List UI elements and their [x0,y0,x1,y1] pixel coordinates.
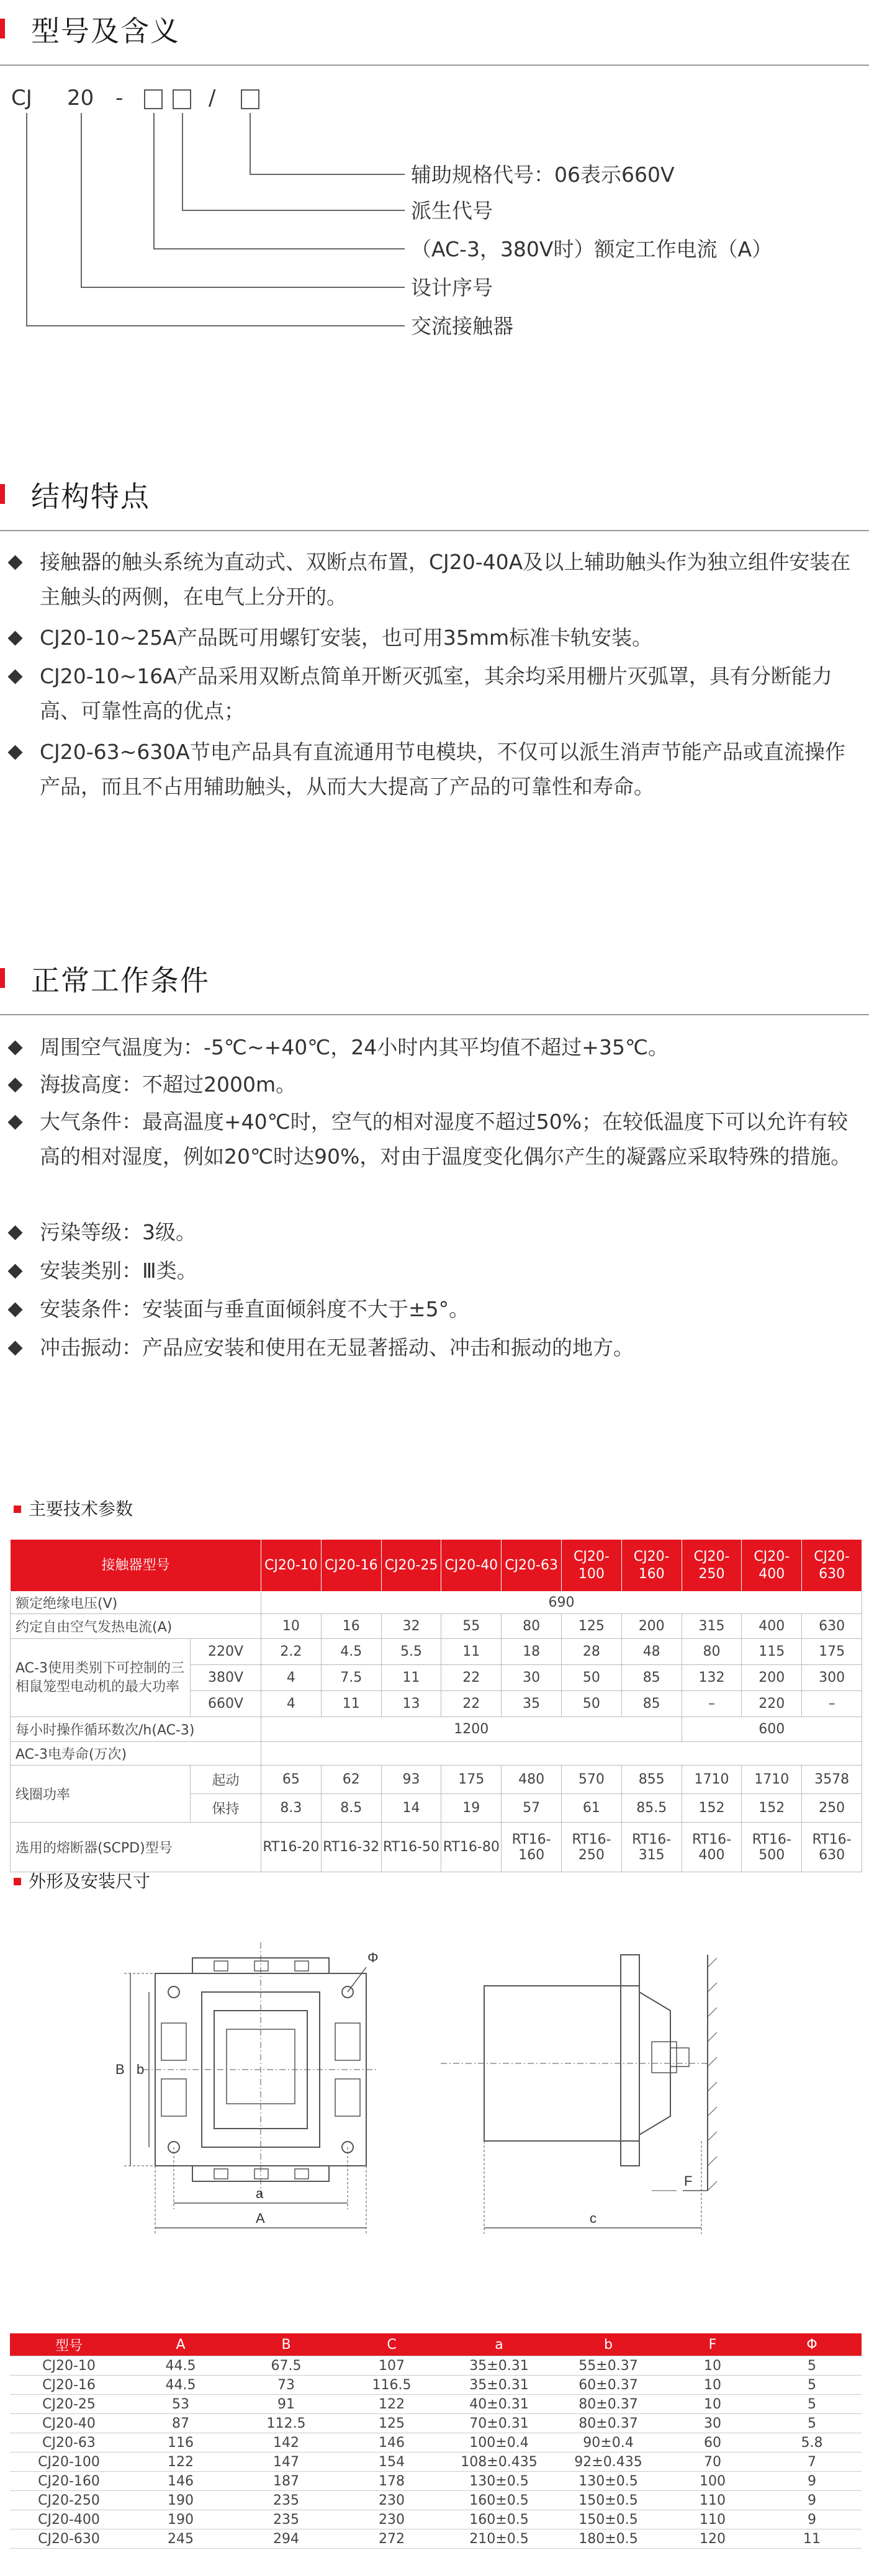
code-dash: - [115,86,124,110]
cell-value: 200 [621,1614,682,1639]
table-row [10,2414,862,2433]
table-row [10,2472,862,2491]
dimension-drawing [93,1930,776,2302]
table-cell: 80±0.37 [554,2414,663,2433]
section-conditions-header [0,963,869,1031]
header-model-cell: CJ20-100 [562,1540,622,1592]
table-cell: 9 [762,2491,862,2510]
table-cell: 10 [663,2376,762,2395]
table-cell: 235 [233,2510,339,2529]
cell-value: 300 [802,1665,862,1691]
cell-value: 16 [321,1614,381,1639]
structure-item: CJ20-10~16A产品采用双断点简单开断灭弧室，其余均采用栅片灭弧罩，具有分断能力高、可靠性高的优点； [10,659,860,729]
section-divider [0,65,869,66]
cell-value: 14 [381,1794,441,1823]
section-model-header [0,14,869,82]
table-cell: CJ20-40 [10,2414,128,2433]
cell-value: 1710 [682,1766,742,1794]
dim-header-cell: b [554,2333,663,2356]
table-cell: 120 [663,2529,762,2549]
cell-value: 61 [562,1794,622,1823]
tech-params-heading: 主要技术参数 [14,1497,133,1522]
cell-value: 600 [682,1717,862,1742]
row-label: 约定自由空气发热电流(A) [11,1614,261,1639]
diamond-bullet-icon [7,1263,22,1278]
table-cell: 92±0.435 [554,2453,663,2472]
table-cell: 230 [339,2491,444,2510]
table-cell: 154 [339,2453,444,2472]
cell-value: 1710 [742,1766,802,1794]
cell-value: 50 [562,1691,622,1717]
cell-value: 22 [441,1665,502,1691]
table-cell: 87 [128,2414,233,2433]
table-cell: 146 [339,2433,444,2453]
table-cell: 187 [233,2472,339,2491]
cell-value: 35 [502,1691,562,1717]
table-cell: 5 [762,2356,862,2376]
dim-label-phi: Φ [367,1950,379,1965]
dimensions-table [10,2333,862,2549]
table-row [10,2529,862,2549]
header-model-cell: CJ20-160 [621,1540,682,1592]
table-cell: 67.5 [233,2356,339,2376]
cell-value: 80 [502,1614,562,1639]
table-cell: 142 [233,2433,339,2453]
tech-params-table [10,1539,862,1872]
cell-value: 1200 [261,1717,682,1742]
dims-heading: 外形及安装尺寸 [14,1869,150,1894]
dim-header-cell: B [233,2333,339,2356]
row-label: 额定绝缘电压(V) [11,1592,261,1614]
table-cell: 130±0.5 [554,2472,663,2491]
cell-value: 8.3 [261,1794,322,1823]
table-row [10,2453,862,2472]
header-model-cell: CJ20-25 [381,1540,441,1592]
cell-value: 57 [502,1794,562,1823]
voltage-label: 380V [191,1665,261,1691]
diamond-bullet-icon [7,1302,22,1317]
dim-label-a: a [256,2186,264,2201]
table-cell: 10 [663,2395,762,2414]
cell-value: – [682,1691,742,1717]
condition-item: 安装条件：安装面与垂直面倾斜度不大于±5°。 [10,1292,860,1327]
table-cell: 116 [128,2433,233,2453]
cell-value: 48 [621,1639,682,1665]
cell-value: 11 [381,1665,441,1691]
header-model-cell: CJ20-63 [502,1540,562,1592]
code-label-derived: 派生代号 [411,199,493,223]
diamond-bullet-icon [7,1077,22,1092]
heading-marker [14,1878,21,1885]
table-cell: 100 [663,2472,762,2491]
cell-value: 4 [261,1691,322,1717]
table-cell: 53 [128,2395,233,2414]
table-cell: 146 [128,2472,233,2491]
table-cell: 178 [339,2472,444,2491]
row-label: 选用的熔断器(SCPD)型号 [11,1823,261,1872]
structure-item: CJ20-63~630A节电产品具有直流通用节电模块，不仅可以派生消声节能产品或直流操作产品，而且不占用辅助触头，从而大大提高了产品的可靠性和寿命。 [10,735,860,804]
section-marker [0,484,5,504]
cell-value: 855 [621,1766,682,1794]
cell-value: 2.2 [261,1639,322,1665]
table-cell: 125 [339,2414,444,2433]
table-cell: CJ20-400 [10,2510,128,2529]
cell-value: 11 [321,1691,381,1717]
table-cell: 112.5 [233,2414,339,2433]
code-box-derived [173,89,191,109]
table-cell: 60 [663,2433,762,2453]
section-title: 型号及含义 [31,14,180,48]
cell-value: 18 [502,1639,562,1665]
table-cell: 44.5 [128,2356,233,2376]
cell-value: 152 [742,1794,802,1823]
dim-header-cell: 型号 [10,2333,128,2356]
table-cell: 230 [339,2510,444,2529]
cell-value: 200 [742,1665,802,1691]
table-cell: 147 [233,2453,339,2472]
structure-item: 接触器的触头系统为直动式、双断点布置，CJ20-40A及以上辅助触头作为独立组件安装在主触头的两侧，在电气上分开的。 [10,545,860,614]
cell-value: 10 [261,1614,322,1639]
dim-header-cell: A [128,2333,233,2356]
table-cell: CJ20-250 [10,2491,128,2510]
dim-header-cell: Φ [762,2333,862,2356]
heading-marker [14,1506,21,1513]
cell-value: 80 [682,1639,742,1665]
cell-value: 30 [502,1665,562,1691]
cell-value [261,1742,862,1766]
cell-value: 8.5 [321,1794,381,1823]
table-row [10,2395,862,2414]
row-label: AC-3电寿命(万次) [11,1742,261,1766]
table-cell: 35±0.31 [444,2376,554,2395]
table-cell: 235 [233,2491,339,2510]
table-cell: 150±0.5 [554,2491,663,2510]
diamond-bullet-icon [7,631,22,645]
table-cell: 190 [128,2491,233,2510]
dim-label-F: F [684,2173,693,2189]
table-cell: 210±0.5 [444,2529,554,2549]
table-cell: CJ20-160 [10,2472,128,2491]
section-title: 正常工作条件 [31,964,210,997]
cell-value: 13 [381,1691,441,1717]
dim-table-body [10,2356,862,2549]
header-model-cell: CJ20-16 [321,1540,381,1592]
code-prefix: CJ [11,86,32,110]
code-box-aux [241,89,259,109]
header-model-label: 接触器型号 [11,1540,261,1592]
table-cell: 100±0.4 [444,2433,554,2453]
cell-value: 315 [682,1614,742,1639]
table-cell: 108±0.435 [444,2453,554,2472]
section-title: 结构特点 [31,480,150,513]
table-cell: 70 [663,2453,762,2472]
cell-value: 3578 [802,1766,862,1794]
diamond-bullet-icon [7,1225,22,1240]
table-row [10,2491,862,2510]
table-cell: 160±0.5 [444,2510,554,2529]
table-cell: 122 [128,2453,233,2472]
cell-value: RT16-630 [802,1823,862,1872]
cell-value: 85 [621,1691,682,1717]
cell-value: 7.5 [321,1665,381,1691]
table-cell: 44.5 [128,2376,233,2395]
code-slash: / [209,86,216,110]
table-cell: 7 [762,2453,862,2472]
cell-value: 152 [682,1794,742,1823]
cell-value: 85.5 [621,1794,682,1823]
row-label: 线圈功率 [11,1766,191,1823]
cell-value: RT16-160 [502,1823,562,1872]
cell-value: 32 [381,1614,441,1639]
section-divider [0,530,869,531]
cell-value: 630 [802,1614,862,1639]
table-cell: 107 [339,2356,444,2376]
table-cell: CJ20-63 [10,2433,128,2453]
condition-item: 安装类别：Ⅲ类。 [10,1254,860,1288]
cell-value: 175 [802,1639,862,1665]
dim-header-cell: a [444,2333,554,2356]
cell-value: 690 [261,1592,862,1614]
cell-value: RT16-50 [381,1823,441,1872]
table-cell: 11 [762,2529,862,2549]
condition-item: 污染等级：3级。 [10,1215,860,1250]
cell-value: 4.5 [321,1639,381,1665]
dim-label-b: b [137,2062,145,2077]
header-model-cell: CJ20-630 [802,1540,862,1592]
cell-value: 5.5 [381,1639,441,1665]
table-cell: 55±0.37 [554,2356,663,2376]
cell-value: 175 [441,1766,502,1794]
code-label-current: （AC-3，380V时）额定工作电流（A） [411,237,773,261]
section-marker [0,19,5,38]
header-model-cell: CJ20-250 [682,1540,742,1592]
cell-value: 93 [381,1766,441,1794]
table-cell: 40±0.31 [444,2395,554,2414]
dim-header-cell: C [339,2333,444,2356]
table-cell: 116.5 [339,2376,444,2395]
table-cell: CJ20-630 [10,2529,128,2549]
table-cell: 190 [128,2510,233,2529]
coil-mode-label: 保持 [191,1794,261,1823]
cell-value: 28 [562,1639,622,1665]
code-label-aux: 辅助规格代号：06表示660V [411,163,675,187]
table-cell: 9 [762,2510,862,2529]
dim-header-cell: F [663,2333,762,2356]
diamond-bullet-icon [7,1040,22,1055]
cell-value: RT16-32 [321,1823,381,1872]
table-cell: 5 [762,2376,862,2395]
dim-label-B: B [115,2062,125,2077]
cell-value: 115 [742,1639,802,1665]
table-cell: 110 [663,2510,762,2529]
cell-value: 4 [261,1665,322,1691]
table-cell: 150±0.5 [554,2510,663,2529]
table-row [10,2356,862,2376]
cell-value: RT16-500 [742,1823,802,1872]
cell-value: RT16-250 [562,1823,622,1872]
table-cell: 70±0.31 [444,2414,554,2433]
cell-value: RT16-315 [621,1823,682,1872]
cell-value: 50 [562,1665,622,1691]
table-cell: 91 [233,2395,339,2414]
code-label-type: 交流接触器 [411,314,513,338]
condition-item: 冲击振动：产品应安装和使用在无显著摇动、冲击和振动的地方。 [10,1331,860,1365]
cell-value: 62 [321,1766,381,1794]
table-cell: 5 [762,2414,862,2433]
cell-value: 220 [742,1691,802,1717]
header-model-cell: CJ20-10 [261,1540,322,1592]
section-divider [0,1014,869,1015]
cell-value: 55 [441,1614,502,1639]
coil-mode-label: 起动 [191,1766,261,1794]
diamond-bullet-icon [7,745,22,760]
table-row [10,2376,862,2395]
table-cell: 60±0.37 [554,2376,663,2395]
table-cell: CJ20-25 [10,2395,128,2414]
cell-value: 22 [441,1691,502,1717]
cell-value: RT16-400 [682,1823,742,1872]
cell-value: RT16-80 [441,1823,502,1872]
cell-value: 400 [742,1614,802,1639]
table-cell: 122 [339,2395,444,2414]
table-cell: 294 [233,2529,339,2549]
condition-item: 大气条件：最高温度+40℃时，空气的相对湿度不超过50%；在较低温度下可以允许有较高的相对湿度，例如20℃时达90%，对由于温度变化偶尔产生的凝露应采取特殊的措施。 [10,1105,860,1174]
row-label: AC-3使用类别下可控制的三相鼠笼型电动机的最大功率 [11,1639,191,1717]
table-cell: 30 [663,2414,762,2433]
table-cell: 73 [233,2376,339,2395]
cell-value: 65 [261,1766,322,1794]
header-model-cell: CJ20-40 [441,1540,502,1592]
cell-value: 132 [682,1665,742,1691]
condition-item: 周围空气温度为：-5℃~+40℃，24小时内其平均值不超过+35℃。 [10,1030,860,1065]
table-cell: 130±0.5 [444,2472,554,2491]
cell-value: 570 [562,1766,622,1794]
cell-value: RT16-20 [261,1823,322,1872]
cell-value: 85 [621,1665,682,1691]
cell-value: 250 [802,1794,862,1823]
diamond-bullet-icon [7,1340,22,1355]
section-structure-header [0,479,869,547]
code-box-current [144,89,163,109]
table-cell: CJ20-10 [10,2356,128,2376]
table-cell: 9 [762,2472,862,2491]
voltage-label: 660V [191,1691,261,1717]
dim-label-A: A [256,2210,265,2226]
table-row [10,2433,862,2453]
header-model-cell: CJ20-400 [742,1540,802,1592]
table-cell: 272 [339,2529,444,2549]
table-cell: 245 [128,2529,233,2549]
table-cell: 90±0.4 [554,2433,663,2453]
table-cell: 10 [663,2356,762,2376]
structure-item: CJ20-10~25A产品既可用螺钉安装，也可用35mm标准卡轨安装。 [10,621,860,655]
dim-label-c: c [590,2210,597,2226]
table-row [10,2510,862,2529]
voltage-label: 220V [191,1639,261,1665]
diamond-bullet-icon [7,1115,22,1129]
cell-value: 19 [441,1794,502,1823]
diamond-bullet-icon [7,669,22,684]
cell-value: – [802,1691,862,1717]
row-label: 每小时操作循环数次/h(AC-3) [11,1717,261,1742]
table-cell: 5.8 [762,2433,862,2453]
table-cell: CJ20-16 [10,2376,128,2395]
table-cell: CJ20-100 [10,2453,128,2472]
table-cell: 110 [663,2491,762,2510]
diamond-bullet-icon [7,555,22,570]
code-number: 20 [67,86,94,110]
section-marker [0,968,5,988]
table-cell: 160±0.5 [444,2491,554,2510]
table-cell: 35±0.31 [444,2356,554,2376]
cell-value: 480 [502,1766,562,1794]
code-label-design: 设计序号 [411,276,493,300]
table-cell: 180±0.5 [554,2529,663,2549]
table-cell: 80±0.37 [554,2395,663,2414]
condition-item: 海拔高度：不超过2000m。 [10,1067,860,1102]
cell-value: 11 [441,1639,502,1665]
table-cell: 5 [762,2395,862,2414]
cell-value: 125 [562,1614,622,1639]
